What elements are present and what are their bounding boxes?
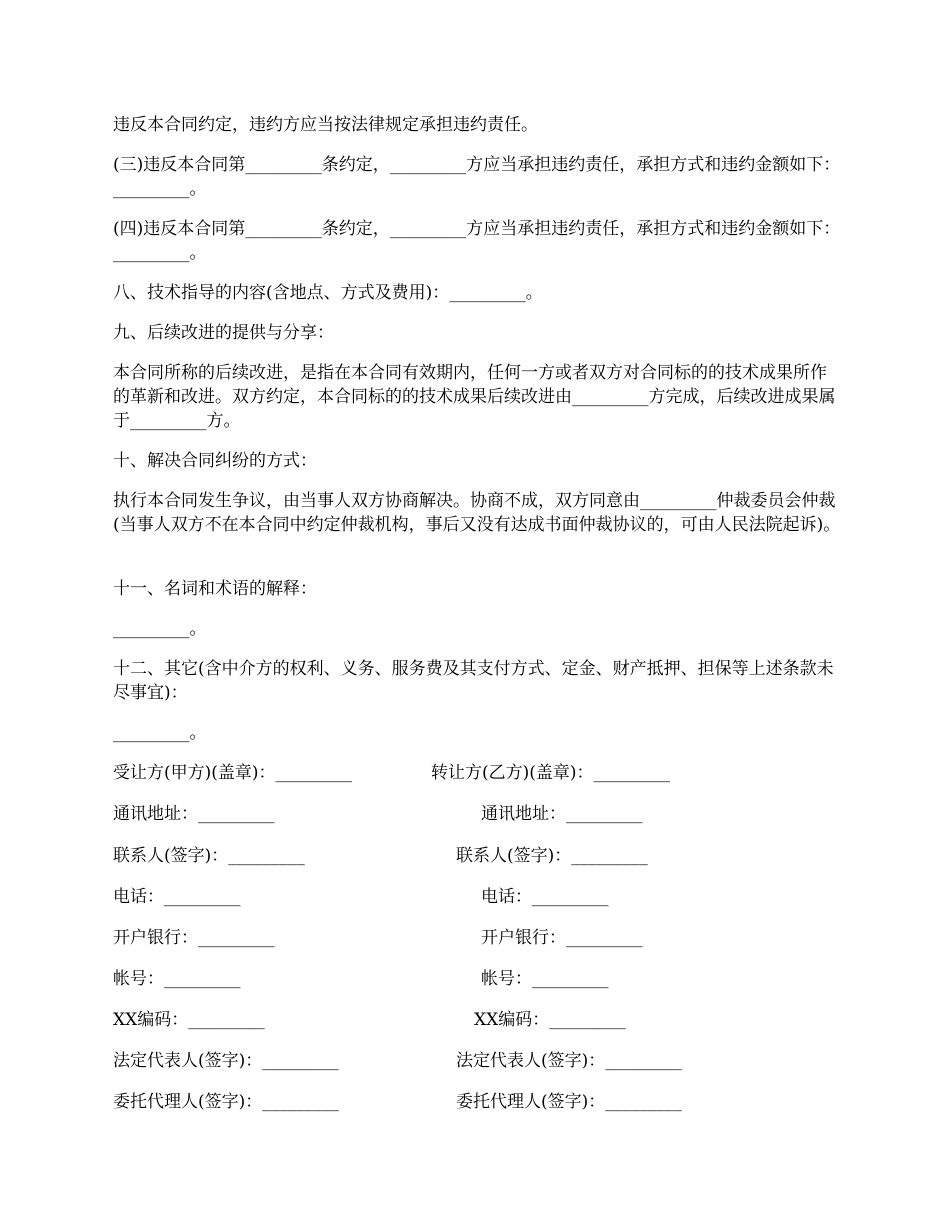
party-a-phone: 电话：_________ [113,887,241,907]
party-a-legal-rep: 法定代表人(签字)：_________ [113,1051,339,1071]
signature-row-legal-rep [113,1049,843,1073]
clause-liability-text: 违反本合同约定，违约方应当按法律规定承担违约责任。 [113,115,538,135]
section-9-heading: 九、后续改进的提供与分享： [113,323,334,343]
party-a-agent: 委托代理人(签字)：_________ [113,1092,339,1112]
party-b-phone: 电话：_________ [481,887,609,907]
section-10-text: 执行本合同发生争议，由当事人双方协商解决。协商不成，双方同意由_________仲裁委员会仲裁(当事人双方不在本合同中约定仲裁机构，事后又没有达成书面仲裁协议的，可由人民法院起诉)。 [113,491,841,535]
section-12-blank: _________。 [113,723,207,743]
section-9-text: 本合同所称的后续改进，是指在本合同有效期内，任何一方或者双方对合同标的的技术成果所作的革新和改进。双方约定，本合同标的的技术成果后续改进由_________方完成，后续改进成果属于_________方。 [113,363,836,431]
section-10-heading: 十、解决合同纠纷的方式： [113,451,317,471]
party-b-account: 帐号：_________ [481,969,609,989]
signature-row-bank [113,926,843,950]
section-8-heading: 八、技术指导的内容(含地点、方式及费用)：_________。 [113,283,543,303]
party-b-address: 通讯地址：_________ [481,804,643,824]
party-a-contact: 联系人(签字)：_________ [113,846,305,866]
party-a-seal: 受让方(甲方)(盖章)：_________ [113,763,353,783]
signature-row-account [113,967,843,991]
party-b-code: XX编码：_________ [474,1010,626,1030]
party-a-bank: 开户银行：_________ [113,928,275,948]
section-11-blank: _________。 [113,619,207,639]
signature-row-agent [113,1090,843,1114]
clause-breach-4: (四)违反本合同第_________条约定，_________方应当承担违约责任，承担方式和违约金额如下：_________。 [113,219,841,263]
signature-row-phone [113,885,843,909]
party-b-seal: 转让方(乙方)(盖章)：_________ [431,763,671,783]
party-b-agent: 委托代理人(签字)：_________ [456,1092,682,1112]
signature-row-address [113,802,843,826]
party-b-bank: 开户银行：_________ [481,928,643,948]
signature-row-code [113,1008,843,1032]
section-12-heading: 十二、其它(含中介方的权利、义务、服务费及其支付方式、定金、财产抵押、担保等上述条款未尽事宜)： [113,659,834,703]
clause-breach-3: (三)违反本合同第_________条约定，_________方应当承担违约责任，承担方式和违约金额如下：_________。 [113,155,841,199]
section-11-heading: 十一、名词和术语的解释： [113,579,317,599]
signature-row-party [113,761,843,785]
party-b-contact: 联系人(签字)：_________ [456,846,648,866]
party-a-address: 通讯地址：_________ [113,804,275,824]
party-a-account: 帐号：_________ [113,969,241,989]
signature-row-contact [113,844,843,868]
party-a-code: XX编码：_________ [113,1010,265,1030]
party-b-legal-rep: 法定代表人(签字)：_________ [456,1051,682,1071]
